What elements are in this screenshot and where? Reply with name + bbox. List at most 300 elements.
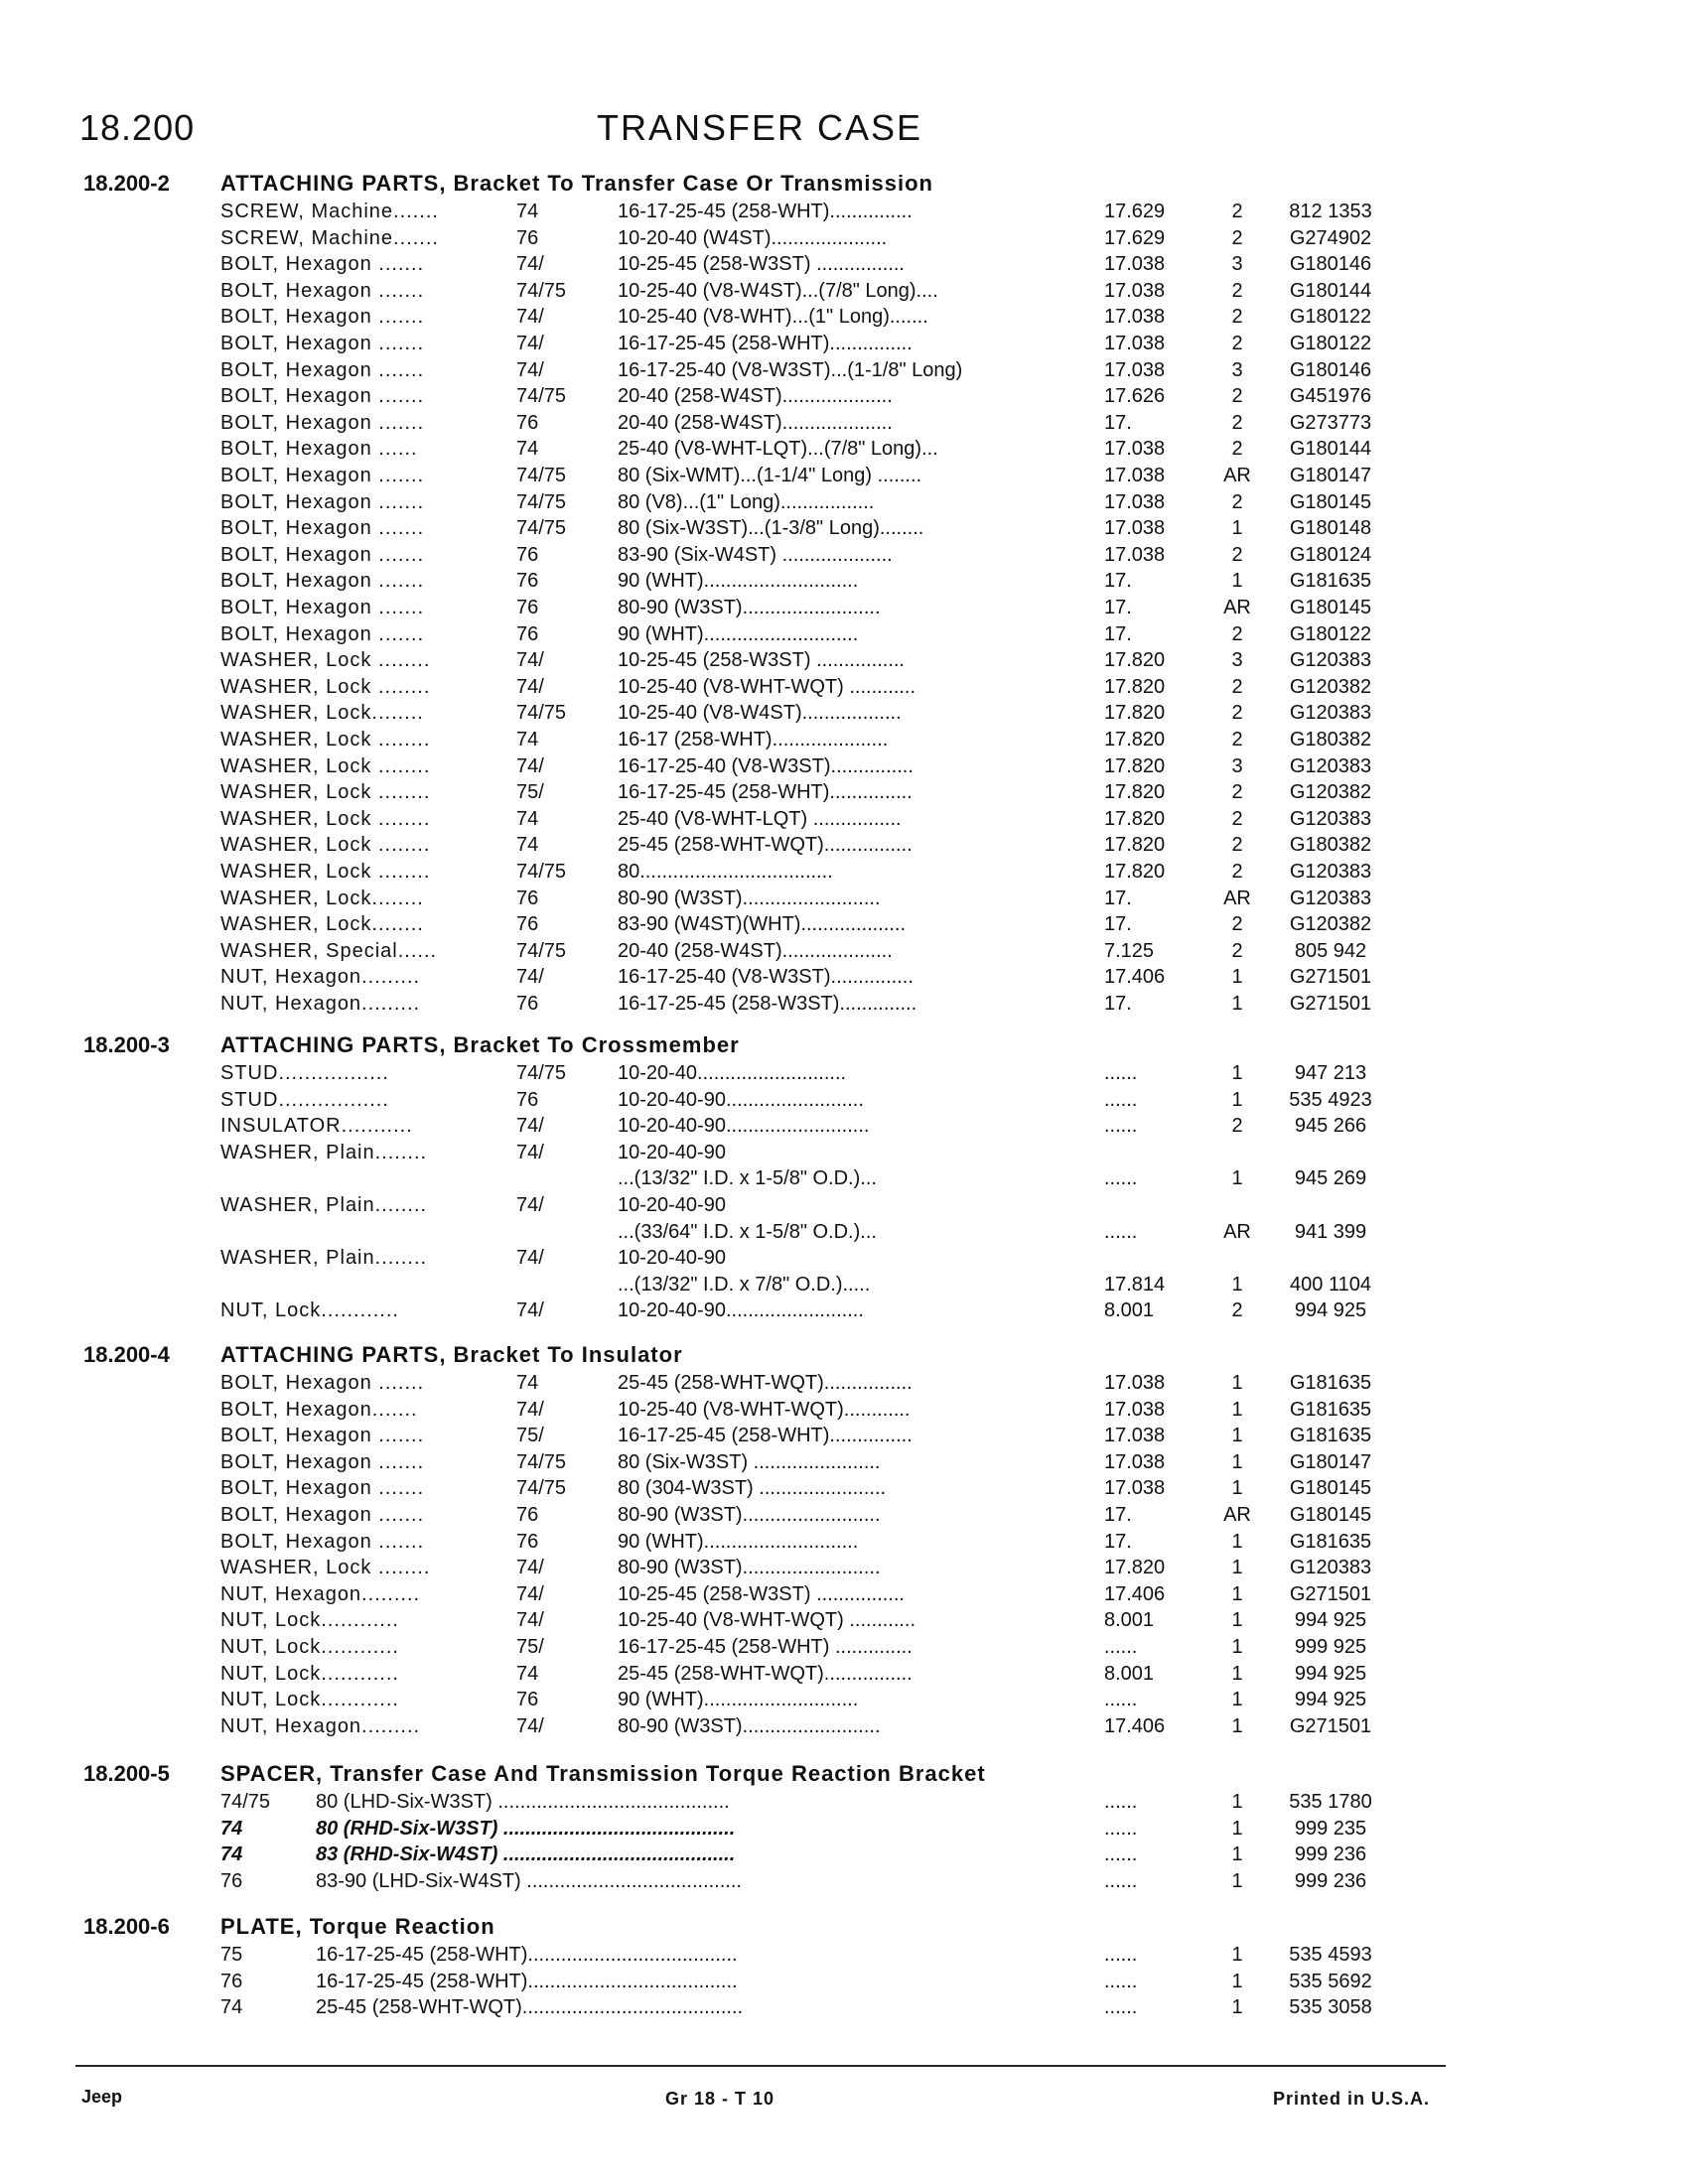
model-year: 74/75 (516, 465, 567, 486)
part-number: G180382 (1289, 834, 1372, 857)
quantity: 1 (1231, 1662, 1243, 1685)
table-row (0, 887, 1688, 913)
quantity: 3 (1231, 754, 1243, 777)
reference-number: 17.038 (1104, 543, 1166, 566)
part-name: SCREW, Machine....... (220, 201, 439, 222)
section-title-main: SPACER, (220, 1761, 331, 1786)
quantity: 2 (1231, 622, 1243, 645)
part-name: NUT, Hexagon......... (220, 993, 421, 1015)
part-number: G273773 (1289, 411, 1372, 434)
part-number: 994 925 (1294, 1609, 1367, 1632)
model-year: 74 (516, 834, 539, 857)
model-year: 74/ (516, 754, 544, 777)
quantity: 2 (1231, 1115, 1243, 1138)
model-year: 75/ (516, 1425, 544, 1447)
reference-number: 17.629 (1104, 201, 1166, 222)
part-number: G451976 (1289, 385, 1372, 408)
model-year: 74/ (516, 1115, 544, 1138)
part-number: 999 925 (1294, 1636, 1367, 1658)
part-number: G180382 (1289, 729, 1372, 751)
part-name: WASHER, Plain........ (220, 1141, 428, 1163)
table-row (0, 1843, 1688, 1869)
part-name: WASHER, Lock........ (220, 913, 424, 936)
model-year: 74/75 (516, 1450, 567, 1473)
table-row (0, 993, 1688, 1019)
quantity: 2 (1231, 201, 1243, 222)
model-year: 74/75 (220, 1791, 271, 1813)
quantity: 2 (1231, 939, 1243, 962)
table-row (0, 649, 1688, 675)
quantity: 2 (1231, 913, 1243, 936)
model-year: 74/ (516, 333, 544, 354)
table-row (0, 333, 1688, 358)
model-year: 76 (516, 913, 539, 936)
reference-number: 17.820 (1104, 781, 1166, 804)
part-number: G271501 (1289, 1582, 1372, 1605)
reference-number: ...... (1104, 1689, 1138, 1711)
quantity: 2 (1231, 781, 1243, 804)
quantity: 1 (1231, 1714, 1243, 1737)
reference-number: 17.038 (1104, 1425, 1166, 1447)
quantity: AR (1223, 1504, 1251, 1526)
part-name: WASHER, Lock ........ (220, 861, 431, 883)
application: 80-90 (W3ST)......................... (618, 1714, 881, 1737)
quantity: 2 (1231, 807, 1243, 830)
quantity: 1 (1231, 1372, 1243, 1394)
reference-number: 8.001 (1104, 1662, 1155, 1685)
section-number: 18.200-2 (83, 171, 170, 196)
reference-number: 17. (1104, 1530, 1132, 1553)
part-name: WASHER, Special...... (220, 939, 438, 962)
part-name: BOLT, Hexagon ....... (220, 253, 425, 276)
reference-number: ...... (1104, 1817, 1138, 1840)
quantity: 2 (1231, 411, 1243, 434)
section-number: 18.200-5 (83, 1761, 170, 1786)
table-row (0, 359, 1688, 385)
reference-number: 17.820 (1104, 729, 1166, 751)
table-row (0, 1791, 1688, 1817)
application: 25-40 (V8-WHT-LQT)...(7/8" Long)... (618, 438, 938, 461)
part-name: BOLT, Hexagon ....... (220, 1372, 425, 1394)
model-year: 74/ (516, 358, 544, 381)
table-row (0, 1299, 1688, 1325)
part-name: WASHER, Lock........ (220, 702, 424, 725)
reference-number: 8.001 (1104, 1299, 1155, 1322)
model-year: 74 (516, 1372, 539, 1394)
part-number: G180148 (1289, 517, 1372, 540)
application: 25-45 (258-WHT-WQT)................ (618, 1372, 913, 1394)
model-year: 74/ (516, 1582, 544, 1605)
table-row (0, 861, 1688, 887)
part-name: NUT, Hexagon......... (220, 1582, 421, 1605)
table-row (0, 597, 1688, 622)
part-name: BOLT, Hexagon ....... (220, 543, 425, 566)
table-row (0, 201, 1688, 226)
reference-number: 17.820 (1104, 675, 1166, 698)
model-year: 75/ (516, 1636, 544, 1658)
model-year: 74/75 (516, 490, 567, 513)
reference-number: 17.038 (1104, 1450, 1166, 1473)
part-number: 947 213 (1294, 1062, 1367, 1084)
part-number: 535 4593 (1289, 1944, 1372, 1966)
model-year: 74 (516, 438, 539, 461)
reference-number: 17. (1104, 993, 1132, 1015)
application: 20-40 (258-W4ST).................... (618, 385, 893, 408)
section-title-main: ATTACHING PARTS, (220, 1342, 454, 1367)
part-name: BOLT, Hexagon....... (220, 1398, 418, 1421)
part-name: STUD................. (220, 1062, 389, 1084)
reference-number: 17.814 (1104, 1273, 1166, 1296)
model-year: 76 (516, 543, 539, 566)
application: ...(13/32" I.D. x 1-5/8" O.D.)... (618, 1167, 877, 1190)
table-row (0, 491, 1688, 517)
application: 16-17-25-45 (258-WHT)...................................... (316, 1970, 738, 1992)
part-number: 999 235 (1294, 1817, 1367, 1840)
model-year: 76 (516, 570, 539, 593)
reference-number: 17.038 (1104, 465, 1166, 486)
table-row (0, 1818, 1688, 1843)
reference-number: 17.038 (1104, 1477, 1166, 1500)
quantity: 1 (1231, 1944, 1243, 1966)
section-number: 18.200-6 (83, 1914, 170, 1939)
part-number: G180124 (1289, 543, 1372, 566)
model-year: 74/ (516, 966, 544, 989)
part-name: WASHER, Lock ........ (220, 807, 431, 830)
application: 90 (WHT)............................ (618, 1689, 859, 1711)
page-title: TRANSFER CASE (596, 107, 923, 148)
part-number: 945 266 (1294, 1115, 1367, 1138)
quantity: 3 (1231, 253, 1243, 276)
table-row (0, 1689, 1688, 1714)
quantity: 1 (1231, 993, 1243, 1015)
quantity: 3 (1231, 358, 1243, 381)
section-number: 18.200-4 (83, 1342, 170, 1367)
reference-number: ...... (1104, 1115, 1138, 1138)
model-year: 74/ (516, 675, 544, 698)
part-number: G180145 (1289, 1504, 1372, 1526)
reference-number: 17.038 (1104, 279, 1166, 302)
table-row (0, 1996, 1688, 2022)
quantity: 2 (1231, 702, 1243, 725)
part-number: G181635 (1289, 1530, 1372, 1553)
quantity: 1 (1231, 1869, 1243, 1892)
quantity: 1 (1231, 1477, 1243, 1500)
application: 25-45 (258-WHT-WQT)................ (618, 1662, 913, 1685)
quantity: 1 (1231, 1398, 1243, 1421)
table-row (0, 1504, 1688, 1530)
model-year: 74/ (516, 253, 544, 276)
reference-number: 17.406 (1104, 1582, 1166, 1605)
quantity: 1 (1231, 1970, 1243, 1992)
quantity: 1 (1231, 1273, 1243, 1296)
part-number: G180146 (1289, 253, 1372, 276)
table-row (0, 465, 1688, 490)
application: 80-90 (W3ST)......................... (618, 597, 881, 618)
part-number: 941 399 (1294, 1220, 1367, 1243)
part-number: 999 236 (1294, 1869, 1367, 1892)
reference-number: 17.820 (1104, 1557, 1166, 1579)
part-name: BOLT, Hexagon ....... (220, 490, 425, 513)
model-year: 74 (516, 1662, 539, 1685)
model-year: 76 (516, 993, 539, 1015)
quantity: AR (1223, 1220, 1251, 1243)
part-name: BOLT, Hexagon ....... (220, 1450, 425, 1473)
application: 10-25-45 (258-W3ST) ................ (618, 1582, 905, 1605)
part-number: 994 925 (1294, 1299, 1367, 1322)
table-row (0, 1451, 1688, 1477)
table-row (0, 1663, 1688, 1689)
part-name: WASHER, Lock ........ (220, 834, 431, 857)
section-title-main: ATTACHING PARTS, (220, 171, 454, 196)
model-year: 74/ (516, 649, 544, 672)
quantity: 2 (1231, 1299, 1243, 1322)
application: 80 (LHD-Six-W3ST) .......................................... (316, 1791, 730, 1813)
application: 90 (WHT)............................ (618, 622, 859, 645)
part-number: G180145 (1289, 490, 1372, 513)
quantity: 1 (1231, 1582, 1243, 1605)
model-year: 76 (220, 1869, 243, 1892)
part-number: G180144 (1289, 438, 1372, 461)
table-row (0, 966, 1688, 992)
model-year: 74/75 (516, 279, 567, 302)
model-year: 74/ (516, 1299, 544, 1322)
application: 80-90 (W3ST)......................... (618, 1557, 881, 1579)
application: ...(13/32" I.D. x 7/8" O.D.)..... (618, 1273, 871, 1296)
reference-number: 17.038 (1104, 1398, 1166, 1421)
table-row (0, 913, 1688, 939)
table-row (0, 544, 1688, 570)
part-name: BOLT, Hexagon ....... (220, 1504, 425, 1526)
quantity: 1 (1231, 1843, 1243, 1866)
application: ...(33/64" I.D. x 1-5/8" O.D.)... (618, 1220, 877, 1243)
reference-number: ...... (1104, 1220, 1138, 1243)
part-name: WASHER, Lock ........ (220, 1557, 431, 1579)
part-number: G271501 (1289, 993, 1372, 1015)
reference-number: 17.038 (1104, 253, 1166, 276)
application: 90 (WHT)............................ (618, 1530, 859, 1553)
quantity: 1 (1231, 1689, 1243, 1711)
quantity: 1 (1231, 1530, 1243, 1553)
model-year: 74 (516, 201, 539, 222)
part-name: BOLT, Hexagon ....... (220, 597, 425, 618)
model-year: 74/75 (516, 517, 567, 540)
application: 83-90 (LHD-Six-W4ST) ....................................... (316, 1869, 742, 1892)
quantity: 1 (1231, 1996, 1243, 2019)
table-row (0, 385, 1688, 411)
table-row (0, 1062, 1688, 1088)
application: 80 (Six-WMT)...(1-1/4" Long) ........ (618, 465, 922, 486)
part-number: 994 925 (1294, 1689, 1367, 1711)
part-number: G180122 (1289, 306, 1372, 329)
application: 80 (V8)...(1" Long)................. (618, 490, 875, 513)
model-year: 76 (516, 411, 539, 434)
quantity: 1 (1231, 1557, 1243, 1579)
model-year: 76 (516, 1504, 539, 1526)
part-name: NUT, Lock............ (220, 1636, 399, 1658)
table-row (0, 1715, 1688, 1741)
quantity: 2 (1231, 834, 1243, 857)
model-year: 74 (220, 1817, 243, 1840)
application: 25-40 (V8-WHT-LQT) ................ (618, 807, 902, 830)
footer-printed: Printed in U.S.A. (1273, 2089, 1431, 2109)
quantity: 2 (1231, 279, 1243, 302)
application: 80 (Six-W3ST) ....................... (618, 1450, 881, 1473)
part-name: INSULATOR........... (220, 1115, 413, 1138)
footer-divider (75, 2065, 1446, 2067)
section-title-main: PLATE, (220, 1914, 310, 1939)
model-year: 76 (220, 1970, 243, 1992)
part-number: G271501 (1289, 966, 1372, 989)
table-row (0, 1167, 1688, 1193)
part-name: BOLT, Hexagon ....... (220, 385, 425, 408)
part-number: G120383 (1289, 861, 1372, 883)
reference-number: 17.038 (1104, 490, 1166, 513)
model-year: 74 (516, 729, 539, 751)
model-year: 74/ (516, 1398, 544, 1421)
reference-number: 17. (1104, 622, 1132, 645)
reference-number: 7.125 (1104, 939, 1155, 962)
table-row (0, 1971, 1688, 1996)
model-year: 74/75 (516, 1062, 567, 1084)
application: 10-20-40........................... (618, 1062, 847, 1084)
reference-number: ...... (1104, 1636, 1138, 1658)
table-row (0, 1194, 1688, 1220)
section-title-sub: Transfer Case And Transmission Torque Reaction Bracket (330, 1761, 986, 1786)
model-year: 74/ (516, 1194, 544, 1216)
part-number: G274902 (1289, 226, 1372, 249)
table-row (0, 1115, 1688, 1141)
table-row (0, 1944, 1688, 1970)
part-number: G180145 (1289, 1477, 1372, 1500)
part-number: G120383 (1289, 1557, 1372, 1579)
section-title-sub: Bracket To Crossmember (453, 1032, 740, 1057)
quantity: 1 (1231, 1167, 1243, 1190)
footer-group-page: Gr 18 - T 10 (665, 2089, 775, 2109)
application: 16-17-25-45 (258-WHT)............... (618, 201, 913, 222)
model-year: 74 (220, 1996, 243, 2019)
part-number: G120383 (1289, 807, 1372, 830)
application: 16-17-25-45 (258-WHT) .............. (618, 1636, 913, 1658)
section-title (220, 1032, 740, 1058)
footer-brand: Jeep (81, 2087, 123, 2107)
application: 10-25-40 (V8-WHT)...(1" Long)....... (618, 306, 928, 329)
quantity: 1 (1231, 1817, 1243, 1840)
part-number: G120383 (1289, 702, 1372, 725)
part-name: BOLT, Hexagon ....... (220, 1425, 425, 1447)
part-number: G180122 (1289, 333, 1372, 354)
part-name: BOLT, Hexagon ....... (220, 622, 425, 645)
reference-number: 17. (1104, 411, 1132, 434)
table-row (0, 1221, 1688, 1247)
part-name: BOLT, Hexagon ....... (220, 517, 425, 540)
quantity: AR (1223, 597, 1251, 618)
part-number: 994 925 (1294, 1662, 1367, 1685)
model-year: 74/ (516, 1247, 544, 1270)
model-year: 76 (516, 887, 539, 909)
part-number: G181635 (1289, 1398, 1372, 1421)
application: 80 (RHD-Six-W3ST) .......................................... (316, 1817, 736, 1840)
table-row (0, 253, 1688, 279)
table-row (0, 1247, 1688, 1273)
table-row (0, 1557, 1688, 1582)
reference-number: ...... (1104, 1970, 1138, 1992)
application: 90 (WHT)............................ (618, 570, 859, 593)
application: 16-17-25-40 (V8-W3ST)...(1-1/8" Long) (618, 358, 963, 381)
part-name: BOLT, Hexagon ....... (220, 1530, 425, 1553)
part-name: NUT, Hexagon......... (220, 1714, 421, 1737)
part-name: BOLT, Hexagon ....... (220, 333, 425, 354)
model-year: 76 (516, 622, 539, 645)
application: 83-90 (W4ST)(WHT)................... (618, 913, 907, 936)
application: 80 (304-W3ST) ....................... (618, 1477, 887, 1500)
reference-number: 17.626 (1104, 385, 1166, 408)
application: 83-90 (Six-W4ST) .................... (618, 543, 893, 566)
reference-number: 17.038 (1104, 333, 1166, 354)
application: 10-20-40-90 (618, 1141, 726, 1163)
quantity: 2 (1231, 333, 1243, 354)
reference-number: 17.038 (1104, 438, 1166, 461)
part-name: BOLT, Hexagon ....... (220, 279, 425, 302)
table-row (0, 676, 1688, 702)
quantity: 2 (1231, 675, 1243, 698)
model-year: 74/ (516, 1557, 544, 1579)
quantity: 1 (1231, 1062, 1243, 1084)
section-title-sub: Torque Reaction (309, 1914, 495, 1939)
application: 16-17-25-40 (V8-W3ST)............... (618, 754, 914, 777)
part-number: G271501 (1289, 1714, 1372, 1737)
model-year: 75/ (516, 781, 544, 804)
table-row (0, 1089, 1688, 1115)
application: 83 (RHD-Six-W4ST) .......................................... (316, 1843, 736, 1866)
table-row (0, 1399, 1688, 1425)
table-row (0, 1142, 1688, 1167)
application: 16-17-25-45 (258-WHT)............... (618, 1425, 913, 1447)
quantity: 1 (1231, 1450, 1243, 1473)
section-title-sub: Bracket To Insulator (453, 1342, 683, 1367)
table-row (0, 1583, 1688, 1609)
application: 10-25-40 (V8-W4ST).................. (618, 702, 902, 725)
application: 10-20-40-90......................... (618, 1088, 864, 1111)
application: 16-17-25-45 (258-WHT)............... (618, 333, 913, 354)
section-number: 18.200-3 (83, 1032, 170, 1057)
part-name: NUT, Hexagon......... (220, 966, 421, 989)
part-name: WASHER, Lock ........ (220, 729, 431, 751)
table-row (0, 1636, 1688, 1662)
part-number: G120383 (1289, 754, 1372, 777)
application: 16-17 (258-WHT)..................... (618, 729, 889, 751)
table-row (0, 834, 1688, 860)
reference-number: ...... (1104, 1167, 1138, 1190)
model-year: 76 (516, 226, 539, 249)
part-name: BOLT, Hexagon ....... (220, 358, 425, 381)
quantity: 1 (1231, 966, 1243, 989)
part-number: 805 942 (1294, 939, 1367, 962)
section-title (220, 1761, 986, 1787)
table-row (0, 1531, 1688, 1557)
part-name: WASHER, Lock ........ (220, 649, 431, 672)
reference-number: 17. (1104, 570, 1132, 593)
quantity: 2 (1231, 729, 1243, 751)
application: 10-25-40 (V8-W4ST)...(7/8" Long).... (618, 279, 938, 302)
application: 10-25-40 (V8-WHT-WQT) ............ (618, 1609, 916, 1632)
quantity: 2 (1231, 306, 1243, 329)
model-year: 74 (220, 1843, 243, 1866)
table-row (0, 702, 1688, 728)
part-number: G180147 (1289, 1450, 1372, 1473)
application: 16-17-25-40 (V8-W3ST)............... (618, 966, 914, 989)
model-year: 74/75 (516, 939, 567, 962)
application: 80................................... (618, 861, 833, 883)
